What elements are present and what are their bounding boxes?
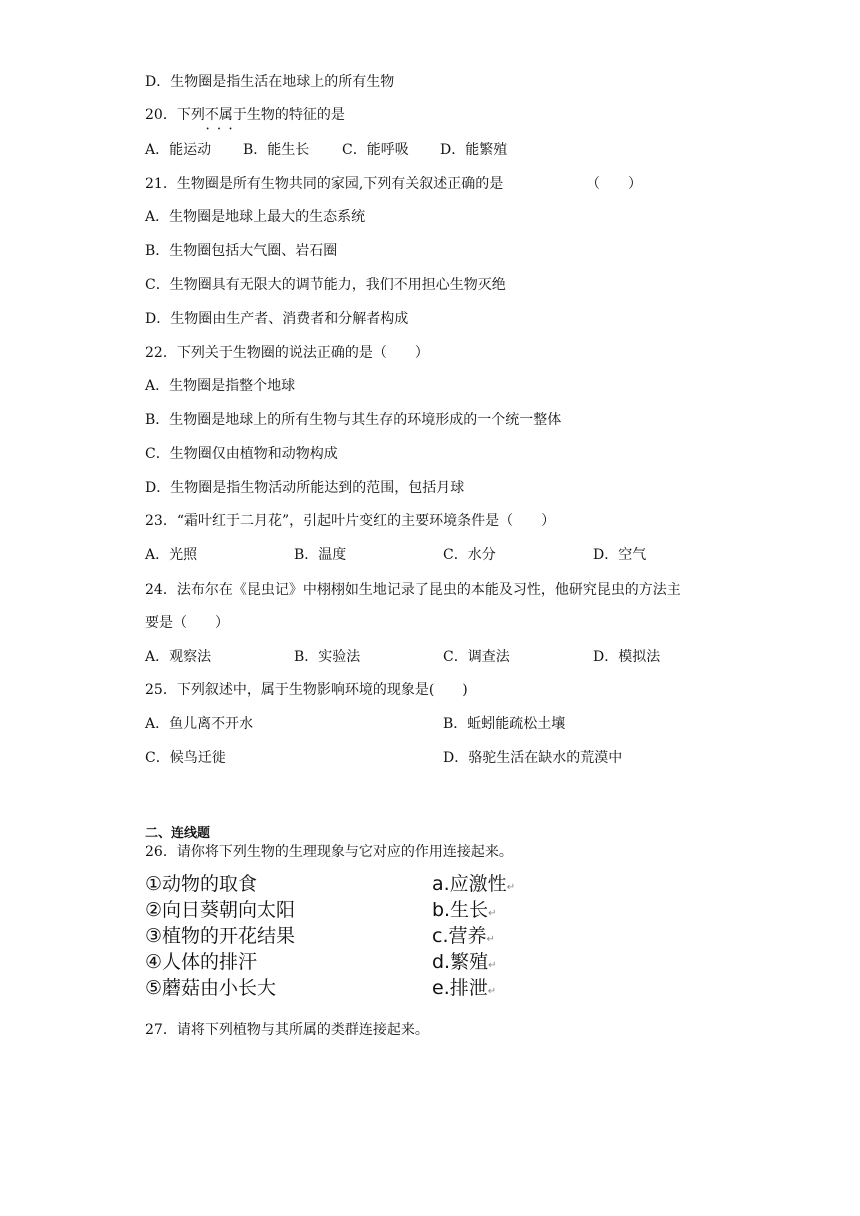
q21-option-a: A．生物圈是地球上最大的生态系统 bbox=[145, 209, 366, 225]
q22-option-a: A．生物圈是指整个地球 bbox=[145, 378, 296, 394]
q23-option-a: A．光照 bbox=[145, 547, 198, 563]
q26-left-item: ⑤蘑菇由小长大 bbox=[145, 977, 277, 999]
q24-stem-line2: 要是（ ） bbox=[145, 615, 229, 631]
q20-option-a: A．能运动 bbox=[145, 142, 212, 158]
q25-option-c: C．候鸟迁徙 bbox=[145, 750, 226, 766]
q23-stem: 23．“霜叶红于二月花”，引起叶片变红的主要环境条件是（ ） bbox=[145, 513, 556, 529]
paragraph-mark-icon: ↵ bbox=[506, 882, 516, 893]
q21-option-d: D．生物圈由生产者、消费者和分解者构成 bbox=[145, 311, 409, 327]
q20-stem-pre: 20．下列 bbox=[145, 107, 205, 123]
q22-option-d: D．生物圈是指生物活动所能达到的范围，包括月球 bbox=[145, 480, 465, 496]
q26-left-item: ③植物的开花结果 bbox=[145, 925, 296, 947]
q26-left-item: ①动物的取食 bbox=[145, 873, 258, 895]
q25-stem: 25．下列叙述中，属于生物影响环境的现象是( ) bbox=[145, 682, 468, 698]
q26-right-label: c.营养 bbox=[432, 925, 487, 947]
q22-option-b: B．生物圈是地球上的所有生物与其生存的环境形成的一个统一整体 bbox=[145, 412, 562, 428]
q24-option-d: D．模拟法 bbox=[593, 649, 661, 665]
q21-option-c: C．生物圈具有无限大的调节能力，我们不用担心生物灭绝 bbox=[145, 277, 506, 293]
paragraph-mark-icon: ↵ bbox=[488, 908, 497, 919]
q26-stem: 26．请你将下列生物的生理现象与它对应的作用连接起来。 bbox=[145, 844, 513, 860]
q20-stem-post: 生物的特征的是 bbox=[246, 107, 345, 123]
q26-right-label: b.生长 bbox=[432, 899, 489, 921]
q19-option-d: D．生物圈是指生活在地球上的所有生物 bbox=[145, 74, 395, 90]
paragraph-mark-icon: ↵ bbox=[488, 960, 497, 971]
q26-right-item bbox=[432, 975, 496, 1005]
q20-stem bbox=[145, 105, 345, 125]
q25-option-a: A．鱼儿离不开水 bbox=[145, 716, 254, 732]
paragraph-mark-icon: ↵ bbox=[487, 986, 497, 997]
q20-option-c: C．能呼吸 bbox=[342, 142, 409, 158]
q21-paren: （ ） bbox=[586, 176, 642, 192]
q26-left-item: ②向日葵朝向太阳 bbox=[145, 899, 296, 921]
q26-right-label: d.繁殖 bbox=[432, 951, 489, 973]
q23-option-b: B．温度 bbox=[294, 547, 347, 563]
q26-right-label: e.排泄 bbox=[432, 977, 488, 999]
section-title: 二、连线题 bbox=[145, 826, 211, 841]
q25-option-d: D．骆驼生活在缺水的荒漠中 bbox=[443, 750, 623, 766]
q22-option-c: C．生物圈仅由植物和动物构成 bbox=[145, 446, 338, 462]
q20-option-b: B．能生长 bbox=[243, 142, 310, 158]
q22-stem: 22．下列关于生物圈的说法正确的是（ ） bbox=[145, 345, 429, 361]
q26-left-item: ④人体的排汗 bbox=[145, 951, 258, 973]
q23-option-c: C．水分 bbox=[443, 547, 496, 563]
q24-stem-line1: 24．法布尔在《昆虫记》中栩栩如生地记录了昆虫的本能及习性，他研究昆虫的方法主 bbox=[145, 582, 681, 598]
paragraph-mark-icon: ↵ bbox=[486, 934, 495, 945]
q24-option-c: C．调查法 bbox=[443, 649, 510, 665]
q25-option-b: B．蚯蚓能疏松土壤 bbox=[443, 716, 566, 732]
q24-option-a: A．观察法 bbox=[145, 649, 212, 665]
q20-option-d: D．能繁殖 bbox=[440, 142, 508, 158]
q21-option-b: B．生物圈包括大气圈、岩石圈 bbox=[145, 243, 338, 259]
q23-option-d: D．空气 bbox=[593, 547, 647, 563]
q20-stem-emphasis: 不属于 • • • bbox=[205, 107, 247, 123]
q24-option-b: B．实验法 bbox=[294, 649, 361, 665]
q27-stem: 27．请将下列植物与其所属的类群连接起来。 bbox=[145, 1022, 429, 1038]
q21-stem: 21．生物圈是所有生物共同的家园,下列有关叙述正确的是 bbox=[145, 176, 504, 192]
q26-right-label: a.应激性 bbox=[432, 873, 507, 895]
